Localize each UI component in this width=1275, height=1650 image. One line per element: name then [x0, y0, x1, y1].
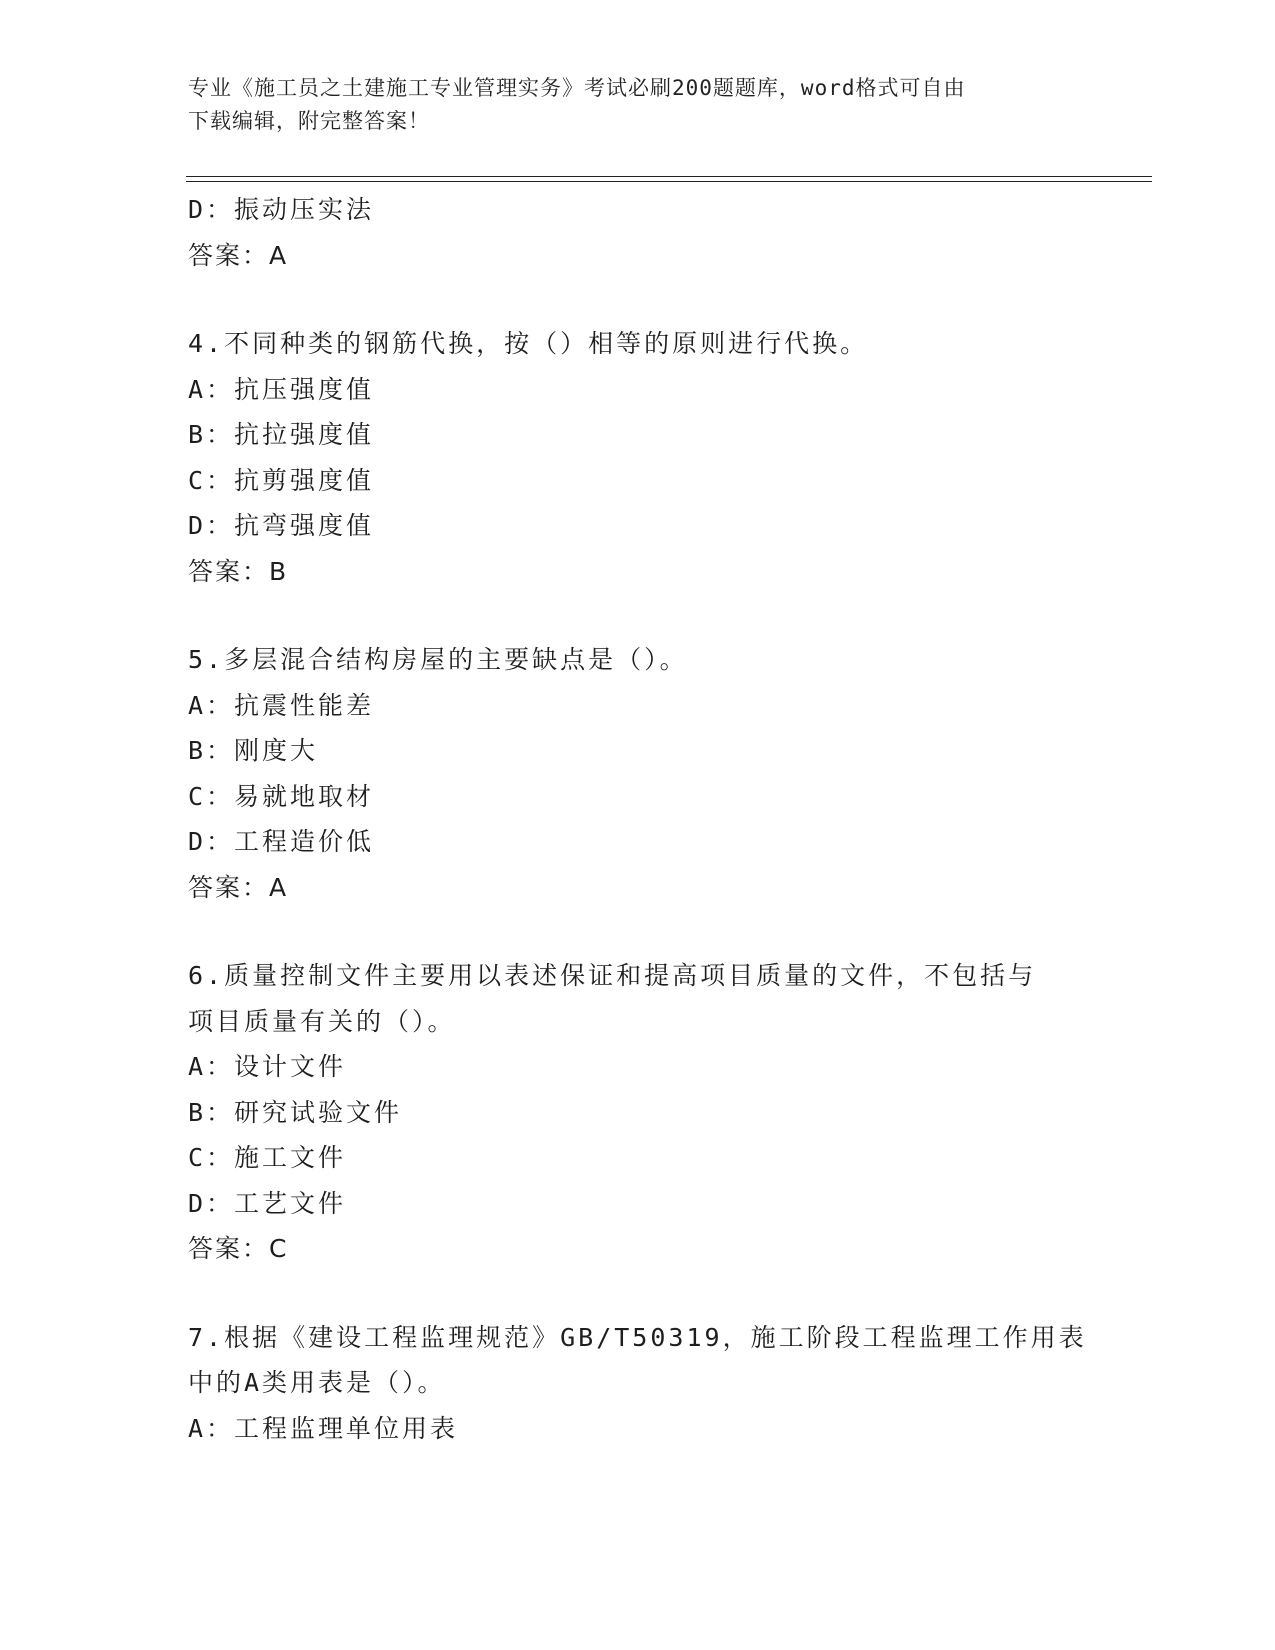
- question-5: [188, 637, 1088, 910]
- option-d: D：工程造价低: [188, 827, 375, 856]
- header-divider-bottom: [186, 181, 1152, 182]
- option-d: D：振动压实法: [188, 195, 375, 224]
- option-c: C：施工文件: [188, 1143, 347, 1172]
- option-a: A：工程监理单位用表: [188, 1413, 459, 1443]
- question-4: [188, 321, 1088, 594]
- option-d: D：抗弯强度值: [188, 511, 375, 540]
- header-title-line-1: 专业《施工员之土建施工专业管理实务》考试必刷200题题库，word格式可自由: [188, 76, 966, 100]
- option-a: A：抗压强度值: [188, 374, 375, 404]
- option-b: B：研究试验文件: [188, 1097, 403, 1127]
- question-3-tail: [188, 187, 1088, 278]
- question-7: [188, 1315, 1088, 1452]
- header-title-line-2: 下载编辑，附完整答案！: [188, 109, 430, 133]
- answer-label: 答案：B: [188, 556, 289, 586]
- question-text-line-1: 6.质量控制文件主要用以表述保证和提高项目质量的文件，不包括与: [188, 961, 1037, 990]
- option-b: B：抗拉强度值: [188, 420, 375, 449]
- answer-label: 答案：A: [188, 240, 289, 270]
- answer-label: 答案：A: [188, 872, 289, 902]
- spacer: [188, 278, 1088, 321]
- option-a: A：抗震性能差: [188, 690, 375, 720]
- spacer: [188, 910, 1088, 953]
- answer-label: 答案：C: [188, 1234, 289, 1263]
- option-c: C：易就地取材: [188, 781, 375, 811]
- option-c: C：抗剪强度值: [188, 465, 375, 495]
- spacer: [188, 594, 1088, 637]
- option-b: B：刚度大: [188, 736, 319, 765]
- question-text-line-1: 7.根据《建设工程监理规范》GB/T50319，施工阶段工程监理工作用表: [188, 1322, 1087, 1352]
- option-a: A：设计文件: [188, 1052, 347, 1081]
- spacer: [188, 1272, 1088, 1315]
- question-text-line-2: 中的A类用表是（）。: [188, 1368, 446, 1397]
- question-text: 4.不同种类的钢筋代换，按（）相等的原则进行代换。: [188, 329, 869, 358]
- option-d: D：工艺文件: [188, 1188, 347, 1218]
- header-divider-top: [186, 176, 1152, 177]
- document-header: [188, 72, 1068, 138]
- question-text-line-2: 项目质量有关的（）。: [188, 1006, 456, 1036]
- question-6: [188, 953, 1088, 1272]
- question-text: 5.多层混合结构房屋的主要缺点是（）。: [188, 645, 688, 674]
- question-list: [188, 187, 1088, 1451]
